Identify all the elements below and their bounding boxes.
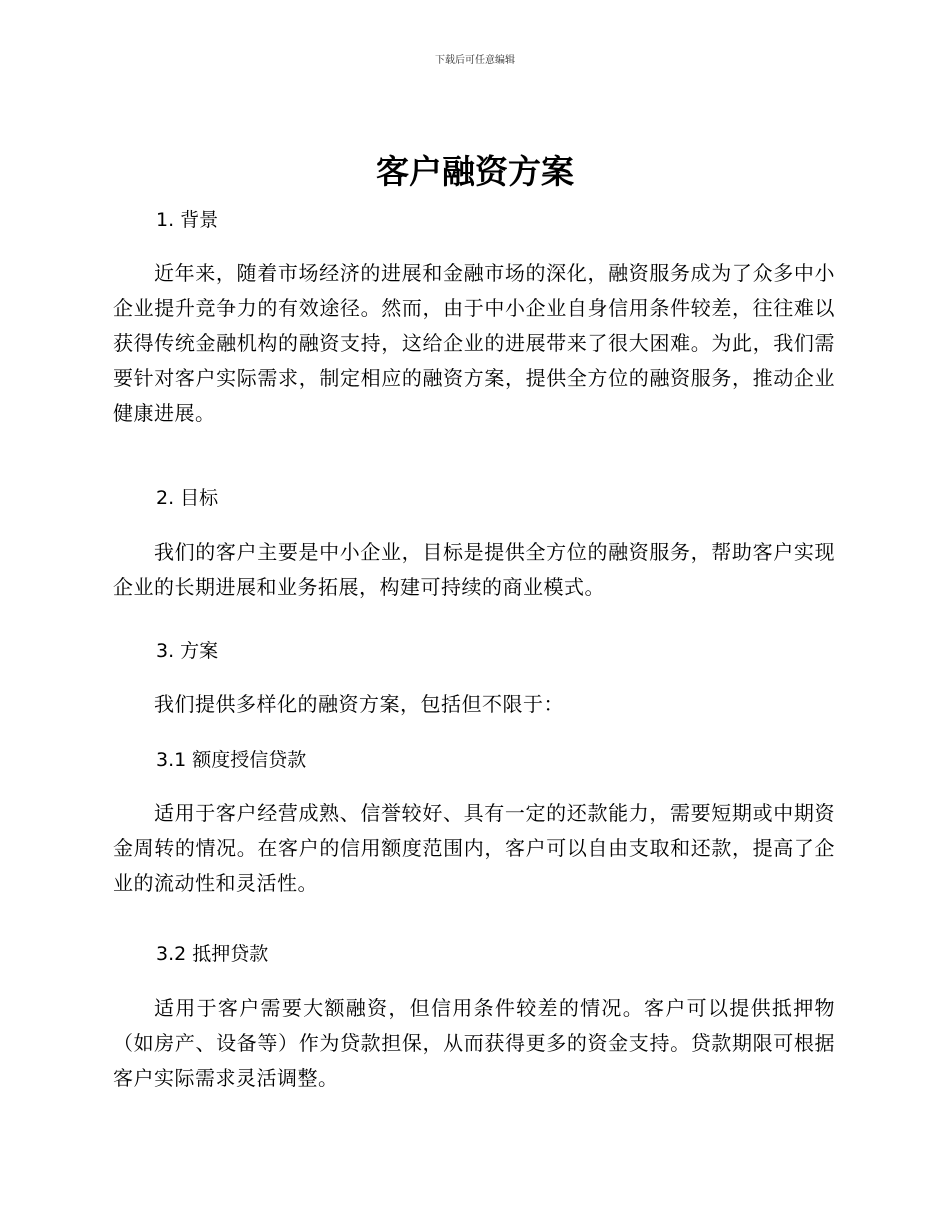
section-heading-background: 1. 背景	[156, 209, 219, 231]
page-header-note: 下载后可任意编辑	[435, 55, 515, 66]
section-heading-mortgage-loan: 3.2 抵押贷款	[156, 943, 269, 965]
section-paragraph-plan: 我们提供多样化的融资方案，包括但不限于：	[154, 692, 564, 716]
section-heading-credit-loan: 3.1 额度授信贷款	[156, 749, 307, 771]
section-heading-plan: 3. 方案	[156, 640, 219, 662]
section-paragraph-goal: 我们的客户主要是中小企业，目标是提供全方位的融资服务，帮助客户实现企业的长期进展和业务拓展，构建可持续的商业模式。	[113, 540, 835, 599]
section-paragraph-mortgage-loan: 适用于客户需要大额融资，但信用条件较差的情况。客户可以提供抵押物（如房产、设备等）作为贷款担保，从而获得更多的资金支持。贷款期限可根据客户实际需求灵活调整。	[113, 996, 835, 1090]
document-title: 客户融资方案	[376, 152, 574, 191]
section-paragraph-credit-loan: 适用于客户经营成熟、信誉较好、具有一定的还款能力，需要短期或中期资金周转的情况。在客户的信用额度范围内，客户可以自由支取和还款，提高了企业的流动性和灵活性。	[113, 801, 835, 895]
section-paragraph-background: 近年来，随着市场经济的进展和金融市场的深化，融资服务成为了众多中小企业提升竞争力的有效途径。然而，由于中小企业自身信用条件较差，往往难以获得传统金融机构的融资支持，这给企业的进展带来了很大困难。为此，我们需要针对客户实际需求，制定相应的融资方案，提供全方位的融资服务，推动企业健康进展。	[113, 261, 835, 425]
section-heading-goal: 2. 目标	[156, 487, 219, 509]
